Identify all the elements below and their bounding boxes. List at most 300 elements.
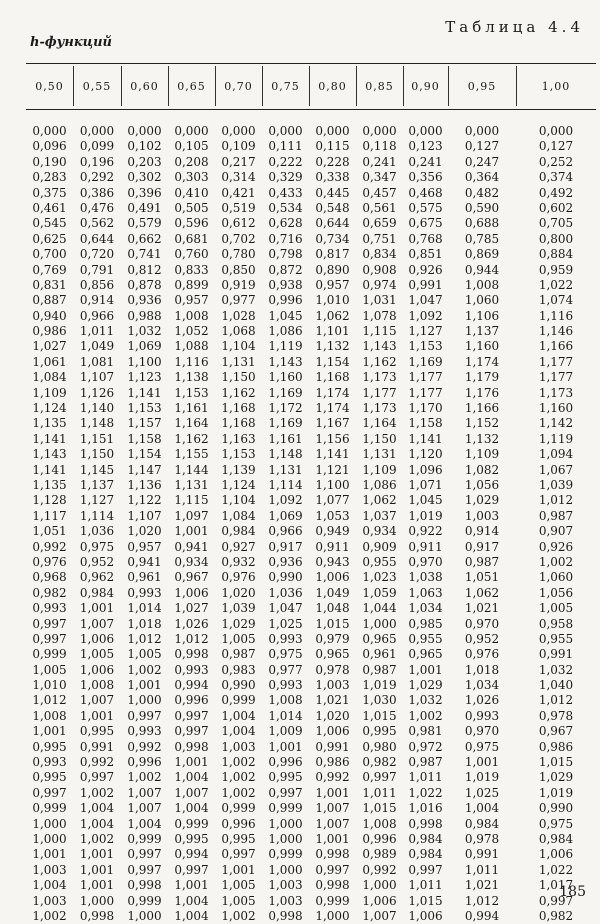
table-cell: 0,000 bbox=[315, 124, 350, 138]
column-divider bbox=[121, 66, 122, 106]
table-cell: 1,115 bbox=[174, 493, 209, 508]
function-title: h-функций bbox=[30, 35, 112, 50]
table-cell: 0,984 bbox=[79, 585, 115, 600]
table-cell: 0,984 bbox=[538, 831, 574, 846]
table-cell: 0,911 bbox=[315, 539, 350, 554]
table-cell: 0,612 bbox=[221, 216, 256, 231]
table-cell: 0,817 bbox=[315, 247, 350, 262]
table-cell: 0,283 bbox=[32, 170, 67, 185]
table-cell: 0,785 bbox=[464, 231, 500, 246]
table-cell: 1,032 bbox=[127, 324, 162, 339]
table-cell: 1,115 bbox=[362, 324, 397, 339]
table-cell: 0,702 bbox=[221, 231, 256, 246]
table-cell: 0,994 bbox=[174, 847, 209, 862]
table-cell: 1,019 bbox=[538, 785, 574, 800]
table-cell: 1,039 bbox=[538, 477, 574, 492]
table-cell: 0,987 bbox=[408, 755, 443, 770]
table-cell: 0,934 bbox=[362, 524, 397, 539]
table-cell: 1,160 bbox=[538, 401, 574, 416]
table-cell: 0,994 bbox=[174, 678, 209, 693]
table-cell: 0,999 bbox=[268, 801, 303, 816]
table-cell: 1,117 bbox=[32, 508, 67, 523]
table-cell: 1,008 bbox=[464, 277, 500, 292]
table-cell: 0,996 bbox=[127, 755, 162, 770]
table-cell: 1,141 bbox=[315, 447, 350, 462]
table-cell: 0,410 bbox=[174, 185, 209, 200]
table-cell: 1,030 bbox=[362, 693, 397, 708]
table-cell: 0,375 bbox=[32, 185, 67, 200]
table-cell: 1,127 bbox=[79, 493, 115, 508]
table-cell: 0,938 bbox=[268, 277, 303, 292]
table-cell: 0,936 bbox=[268, 554, 303, 569]
table-cell: 1,053 bbox=[315, 508, 350, 523]
table-cell: 0,966 bbox=[268, 524, 303, 539]
table-cell: 1,002 bbox=[538, 554, 574, 569]
table-cell: 0,997 bbox=[268, 785, 303, 800]
table-cell: 0,996 bbox=[221, 816, 256, 831]
table-cell: 1,177 bbox=[408, 385, 443, 400]
table-cell: 1,151 bbox=[79, 431, 115, 446]
table-cell: 1,005 bbox=[221, 631, 256, 646]
table-cell: 1,001 bbox=[221, 862, 256, 877]
table-cell: 0,999 bbox=[221, 801, 256, 816]
table-cell: 1,153 bbox=[408, 339, 443, 354]
table-cell: 1,023 bbox=[362, 570, 397, 585]
table-cell: 0,000 bbox=[32, 124, 67, 138]
table-cell: 0,998 bbox=[79, 908, 115, 923]
table-cell: 0,979 bbox=[315, 631, 350, 646]
table-cell: 0,998 bbox=[127, 878, 162, 893]
table-cell: 0,976 bbox=[464, 647, 500, 662]
table-cell: 0,991 bbox=[538, 647, 574, 662]
table-cell: 1,177 bbox=[538, 370, 574, 385]
table-cell: 1,002 bbox=[79, 831, 115, 846]
table-cell: 1,100 bbox=[127, 354, 162, 369]
table-cell: 1,094 bbox=[538, 447, 574, 462]
table-cell: 0,720 bbox=[79, 247, 115, 262]
table-cell: 1,143 bbox=[32, 447, 67, 462]
table-cell: 0,997 bbox=[127, 708, 162, 723]
table-cell: 1,012 bbox=[538, 493, 574, 508]
table-cell: 0,356 bbox=[408, 170, 443, 185]
table-cell: 1,012 bbox=[32, 693, 67, 708]
table-cell: 1,177 bbox=[538, 354, 574, 369]
table-cell: 1,003 bbox=[32, 893, 67, 908]
table-cell: 1,012 bbox=[538, 693, 574, 708]
table-cell: 1,002 bbox=[127, 662, 162, 677]
table-cell: 0,996 bbox=[268, 755, 303, 770]
table-cell: 1,086 bbox=[362, 477, 397, 492]
table-cell: 1,002 bbox=[221, 770, 256, 785]
table-cell: 0,986 bbox=[538, 739, 574, 754]
table-cell: 0,292 bbox=[79, 170, 115, 185]
table-cell: 0,943 bbox=[315, 554, 350, 569]
table-cell: 1,000 bbox=[127, 908, 162, 923]
table-cell: 1,122 bbox=[127, 493, 162, 508]
table-cell: 0,222 bbox=[268, 154, 303, 169]
table-cell: 1,026 bbox=[464, 693, 500, 708]
table-cell: 1,109 bbox=[32, 385, 67, 400]
table-cell: 0,991 bbox=[315, 739, 350, 754]
table-cell: 1,018 bbox=[127, 616, 162, 631]
table-cell: 0,997 bbox=[408, 862, 443, 877]
table-cell: 1,021 bbox=[315, 693, 350, 708]
table-cell: 0,977 bbox=[268, 662, 303, 677]
table-column bbox=[309, 124, 356, 924]
table-cell: 1,007 bbox=[127, 785, 162, 800]
table-cell: 1,002 bbox=[408, 708, 443, 723]
table-cell: 0,997 bbox=[174, 708, 209, 723]
table-cell: 0,974 bbox=[362, 277, 397, 292]
table-cell: 0,878 bbox=[127, 277, 162, 292]
table-cell: 0,997 bbox=[174, 862, 209, 877]
table-cell: 1,169 bbox=[268, 416, 303, 431]
table-cell: 0,118 bbox=[362, 139, 397, 154]
table-cell: 1,173 bbox=[362, 401, 397, 416]
table-cell: 1,008 bbox=[174, 308, 209, 323]
table-cell: 0,936 bbox=[127, 293, 162, 308]
table-cell: 0,986 bbox=[32, 324, 67, 339]
table-cell: 0,965 bbox=[408, 647, 443, 662]
table-cell: 0,972 bbox=[408, 739, 443, 754]
table-cell: 1,032 bbox=[408, 693, 443, 708]
column-header: 0,55 bbox=[82, 80, 112, 93]
column-divider bbox=[403, 66, 404, 106]
table-cell: 1,031 bbox=[362, 293, 397, 308]
table-cell: 0,000 bbox=[362, 124, 397, 138]
table-cell: 0,659 bbox=[362, 216, 397, 231]
table-cell: 1,005 bbox=[32, 662, 67, 677]
table-cell: 1,025 bbox=[268, 616, 303, 631]
table-cell: 1,153 bbox=[174, 385, 209, 400]
table-cell: 1,164 bbox=[362, 416, 397, 431]
table-cell: 0,999 bbox=[174, 816, 209, 831]
table-cell: 1,004 bbox=[221, 708, 256, 723]
table-cell: 1,006 bbox=[79, 662, 115, 677]
table-cell: 0,105 bbox=[174, 139, 209, 154]
table-cell: 1,067 bbox=[538, 462, 574, 477]
table-cell: 1,028 bbox=[221, 308, 256, 323]
column-header-row bbox=[26, 64, 596, 110]
table-cell: 1,135 bbox=[32, 416, 67, 431]
table-cell: 0,562 bbox=[79, 216, 115, 231]
table-cell: 1,001 bbox=[79, 601, 115, 616]
table-column bbox=[262, 124, 309, 924]
table-cell: 1,062 bbox=[362, 493, 397, 508]
table-cell: 1,002 bbox=[32, 908, 67, 923]
table-cell: 0,907 bbox=[538, 524, 574, 539]
table-cell: 0,716 bbox=[268, 231, 303, 246]
table-cell: 0,927 bbox=[221, 539, 256, 554]
column-divider bbox=[215, 66, 216, 106]
column-header: 0,80 bbox=[318, 80, 347, 93]
table-cell: 0,534 bbox=[268, 200, 303, 215]
table-cell: 1,027 bbox=[32, 339, 67, 354]
table-cell: 0,991 bbox=[408, 277, 443, 292]
column-header: 0,75 bbox=[271, 80, 300, 93]
table-cell: 0,123 bbox=[408, 139, 443, 154]
table-cell: 0,962 bbox=[79, 570, 115, 585]
table-cell: 0,995 bbox=[32, 739, 67, 754]
table-cell: 0,982 bbox=[538, 908, 574, 923]
table-cell: 1,156 bbox=[315, 431, 350, 446]
table-column bbox=[356, 124, 403, 924]
table-cell: 0,999 bbox=[221, 693, 256, 708]
table-cell: 0,996 bbox=[174, 693, 209, 708]
table-cell: 0,461 bbox=[32, 200, 67, 215]
table-cell: 1,006 bbox=[174, 585, 209, 600]
table-cell: 1,131 bbox=[174, 477, 209, 492]
table-cell: 0,099 bbox=[79, 139, 115, 154]
table-cell: 1,174 bbox=[315, 385, 350, 400]
table-cell: 0,700 bbox=[32, 247, 67, 262]
table-cell: 0,445 bbox=[315, 185, 350, 200]
table-cell: 0,997 bbox=[174, 724, 209, 739]
table-cell: 0,998 bbox=[315, 878, 350, 893]
table-cell: 0,988 bbox=[127, 308, 162, 323]
table-cell: 1,003 bbox=[221, 739, 256, 754]
table-cell: 1,068 bbox=[221, 324, 256, 339]
table-cell: 0,303 bbox=[174, 170, 209, 185]
table-cell: 1,145 bbox=[79, 462, 115, 477]
table-cell: 0,970 bbox=[408, 554, 443, 569]
table-cell: 0,996 bbox=[362, 831, 397, 846]
table-cell: 0,999 bbox=[315, 893, 350, 908]
table-cell: 1,062 bbox=[315, 308, 350, 323]
table-cell: 0,978 bbox=[315, 662, 350, 677]
table-cell: 1,162 bbox=[174, 431, 209, 446]
table-cell: 1,001 bbox=[315, 785, 350, 800]
table-cell: 0,992 bbox=[315, 770, 350, 785]
table-column bbox=[168, 124, 215, 924]
table-cell: 1,109 bbox=[464, 447, 500, 462]
table-cell: 0,203 bbox=[127, 154, 162, 169]
table-cell: 1,086 bbox=[268, 324, 303, 339]
table-cell: 1,029 bbox=[538, 770, 574, 785]
table-cell: 1,170 bbox=[408, 401, 443, 416]
table-cell: 1,001 bbox=[32, 847, 67, 862]
table-cell: 0,791 bbox=[79, 262, 115, 277]
table-cell: 1,015 bbox=[315, 616, 350, 631]
table-cell: 0,751 bbox=[362, 231, 397, 246]
table-cell: 0,990 bbox=[538, 801, 574, 816]
table-cell: 0,769 bbox=[32, 262, 67, 277]
table-cell: 1,161 bbox=[174, 401, 209, 416]
table-cell: 1,056 bbox=[538, 585, 574, 600]
table-cell: 1,005 bbox=[79, 647, 115, 662]
table-cell: 1,081 bbox=[79, 354, 115, 369]
table-cell: 0,932 bbox=[221, 554, 256, 569]
table-cell: 1,027 bbox=[174, 601, 209, 616]
table-cell: 0,850 bbox=[221, 262, 256, 277]
table-cell: 1,084 bbox=[221, 508, 256, 523]
table-cell: 0,995 bbox=[268, 770, 303, 785]
table-cell: 1,007 bbox=[315, 816, 350, 831]
table-cell: 0,984 bbox=[464, 816, 500, 831]
table-cell: 0,190 bbox=[32, 154, 67, 169]
table-cell: 0,908 bbox=[362, 262, 397, 277]
table-cell: 0,926 bbox=[538, 539, 574, 554]
table-cell: 1,056 bbox=[464, 477, 500, 492]
table-cell: 1,174 bbox=[464, 354, 500, 369]
table-cell: 1,168 bbox=[315, 370, 350, 385]
table-cell: 1,166 bbox=[464, 401, 500, 416]
table-cell: 1,158 bbox=[127, 431, 162, 446]
table-cell: 0,492 bbox=[538, 185, 574, 200]
table-cell: 0,986 bbox=[315, 755, 350, 770]
table-cell: 1,001 bbox=[174, 524, 209, 539]
column-divider bbox=[73, 66, 74, 106]
table-cell: 1,016 bbox=[408, 801, 443, 816]
table-cell: 1,000 bbox=[32, 816, 67, 831]
table-cell: 0,952 bbox=[464, 631, 500, 646]
table-cell: 0,966 bbox=[79, 308, 115, 323]
table-cell: 0,957 bbox=[127, 539, 162, 554]
table-cell: 1,029 bbox=[408, 678, 443, 693]
table-column bbox=[121, 124, 168, 924]
table-cell: 0,505 bbox=[174, 200, 209, 215]
table-cell: 0,995 bbox=[174, 831, 209, 846]
table-cell: 0,977 bbox=[221, 293, 256, 308]
table-cell: 0,998 bbox=[408, 816, 443, 831]
table-cell: 0,993 bbox=[127, 724, 162, 739]
table-cell: 1,150 bbox=[79, 447, 115, 462]
table-cell: 1,114 bbox=[268, 477, 303, 492]
table-cell: 1,173 bbox=[362, 370, 397, 385]
table-cell: 1,004 bbox=[79, 816, 115, 831]
table-cell: 1,032 bbox=[538, 662, 574, 677]
table-cell: 1,000 bbox=[79, 893, 115, 908]
table-cell: 1,011 bbox=[362, 785, 397, 800]
table-cell: 1,022 bbox=[408, 785, 443, 800]
table-cell: 1,014 bbox=[268, 708, 303, 723]
table-cell: 1,001 bbox=[79, 847, 115, 862]
table-cell: 0,628 bbox=[268, 216, 303, 231]
table-cell: 0,955 bbox=[362, 554, 397, 569]
table-cell: 1,011 bbox=[408, 770, 443, 785]
table-cell: 0,914 bbox=[464, 524, 500, 539]
table-cell: 1,096 bbox=[408, 462, 443, 477]
column-header: 0,85 bbox=[365, 80, 394, 93]
table-cell: 0,998 bbox=[315, 847, 350, 862]
table-cell: 1,010 bbox=[315, 293, 350, 308]
column-divider bbox=[168, 66, 169, 106]
table-cell: 1,019 bbox=[362, 678, 397, 693]
table-cell: 0,999 bbox=[127, 831, 162, 846]
table-cell: 0,994 bbox=[464, 908, 500, 923]
column-divider bbox=[262, 66, 263, 106]
table-cell: 0,975 bbox=[464, 739, 500, 754]
table-cell: 1,142 bbox=[538, 416, 574, 431]
table-cell: 0,961 bbox=[127, 570, 162, 585]
table-cell: 1,044 bbox=[362, 601, 397, 616]
table-cell: 1,127 bbox=[408, 324, 443, 339]
table-cell: 0,329 bbox=[268, 170, 303, 185]
table-cell: 1,020 bbox=[315, 708, 350, 723]
table-cell: 1,036 bbox=[79, 524, 115, 539]
column-header: 0,50 bbox=[35, 80, 64, 93]
table-cell: 0,990 bbox=[268, 570, 303, 585]
table-cell: 0,000 bbox=[127, 124, 162, 138]
table-cell: 0,997 bbox=[32, 631, 67, 646]
table-cell: 0,995 bbox=[221, 831, 256, 846]
table-cell: 1,026 bbox=[174, 616, 209, 631]
table-cell: 0,000 bbox=[174, 124, 209, 138]
table-cell: 0,579 bbox=[127, 216, 162, 231]
table-cell: 0,768 bbox=[408, 231, 443, 246]
table-cell: 0,976 bbox=[32, 554, 67, 569]
table-cell: 0,978 bbox=[464, 831, 500, 846]
table-cell: 1,012 bbox=[127, 631, 162, 646]
table-cell: 0,833 bbox=[174, 262, 209, 277]
table-cell: 0,959 bbox=[538, 262, 574, 277]
table-cell: 0,998 bbox=[268, 908, 303, 923]
table-cell: 0,949 bbox=[315, 524, 350, 539]
table-cell: 0,968 bbox=[32, 570, 67, 585]
table-cell: 0,996 bbox=[268, 293, 303, 308]
table-cell: 0,997 bbox=[221, 847, 256, 862]
table-cell: 1,008 bbox=[79, 678, 115, 693]
table-cell: 0,872 bbox=[268, 262, 303, 277]
table-cell: 1,144 bbox=[174, 462, 209, 477]
table-cell: 1,051 bbox=[464, 570, 500, 585]
table-cell: 1,003 bbox=[32, 862, 67, 877]
table-cell: 1,179 bbox=[464, 370, 500, 385]
table-cell: 1,015 bbox=[538, 755, 574, 770]
table-cell: 1,174 bbox=[315, 401, 350, 416]
table-column bbox=[215, 124, 262, 924]
table-cell: 0,000 bbox=[408, 124, 443, 138]
table-cell: 1,169 bbox=[408, 354, 443, 369]
table-cell: 1,177 bbox=[408, 370, 443, 385]
table-cell: 1,097 bbox=[174, 508, 209, 523]
table-cell: 0,970 bbox=[464, 724, 500, 739]
table-cell: 1,006 bbox=[315, 724, 350, 739]
table-cell: 0,926 bbox=[408, 262, 443, 277]
table-cell: 0,955 bbox=[408, 631, 443, 646]
table-cell: 1,172 bbox=[268, 401, 303, 416]
table-cell: 1,001 bbox=[408, 662, 443, 677]
table-cell: 1,021 bbox=[464, 878, 500, 893]
table-cell: 0,476 bbox=[79, 200, 115, 215]
table-cell: 1,141 bbox=[127, 385, 162, 400]
table-cell: 1,132 bbox=[464, 431, 500, 446]
table-cell: 1,177 bbox=[362, 385, 397, 400]
table-cell: 1,077 bbox=[315, 493, 350, 508]
table-cell: 0,987 bbox=[464, 554, 500, 569]
table-cell: 0,987 bbox=[221, 647, 256, 662]
table-cell: 0,096 bbox=[32, 139, 67, 154]
table-cell: 1,003 bbox=[464, 508, 500, 523]
table-cell: 0,884 bbox=[538, 247, 574, 262]
table-cell: 0,644 bbox=[79, 231, 115, 246]
table-cell: 0,997 bbox=[32, 785, 67, 800]
table-cell: 1,063 bbox=[408, 585, 443, 600]
table-cell: 1,021 bbox=[464, 601, 500, 616]
table-cell: 0,741 bbox=[127, 247, 162, 262]
table-cell: 0,602 bbox=[538, 200, 574, 215]
table-cell: 0,965 bbox=[315, 647, 350, 662]
table-cell: 1,034 bbox=[464, 678, 500, 693]
table-cell: 0,997 bbox=[79, 770, 115, 785]
table-cell: 1,154 bbox=[127, 447, 162, 462]
table-cell: 1,169 bbox=[268, 385, 303, 400]
table-cell: 1,004 bbox=[32, 878, 67, 893]
table-cell: 1,106 bbox=[464, 308, 500, 323]
table-cell: 0,688 bbox=[464, 216, 500, 231]
table-cell: 1,022 bbox=[538, 862, 574, 877]
table-cell: 0,798 bbox=[268, 247, 303, 262]
